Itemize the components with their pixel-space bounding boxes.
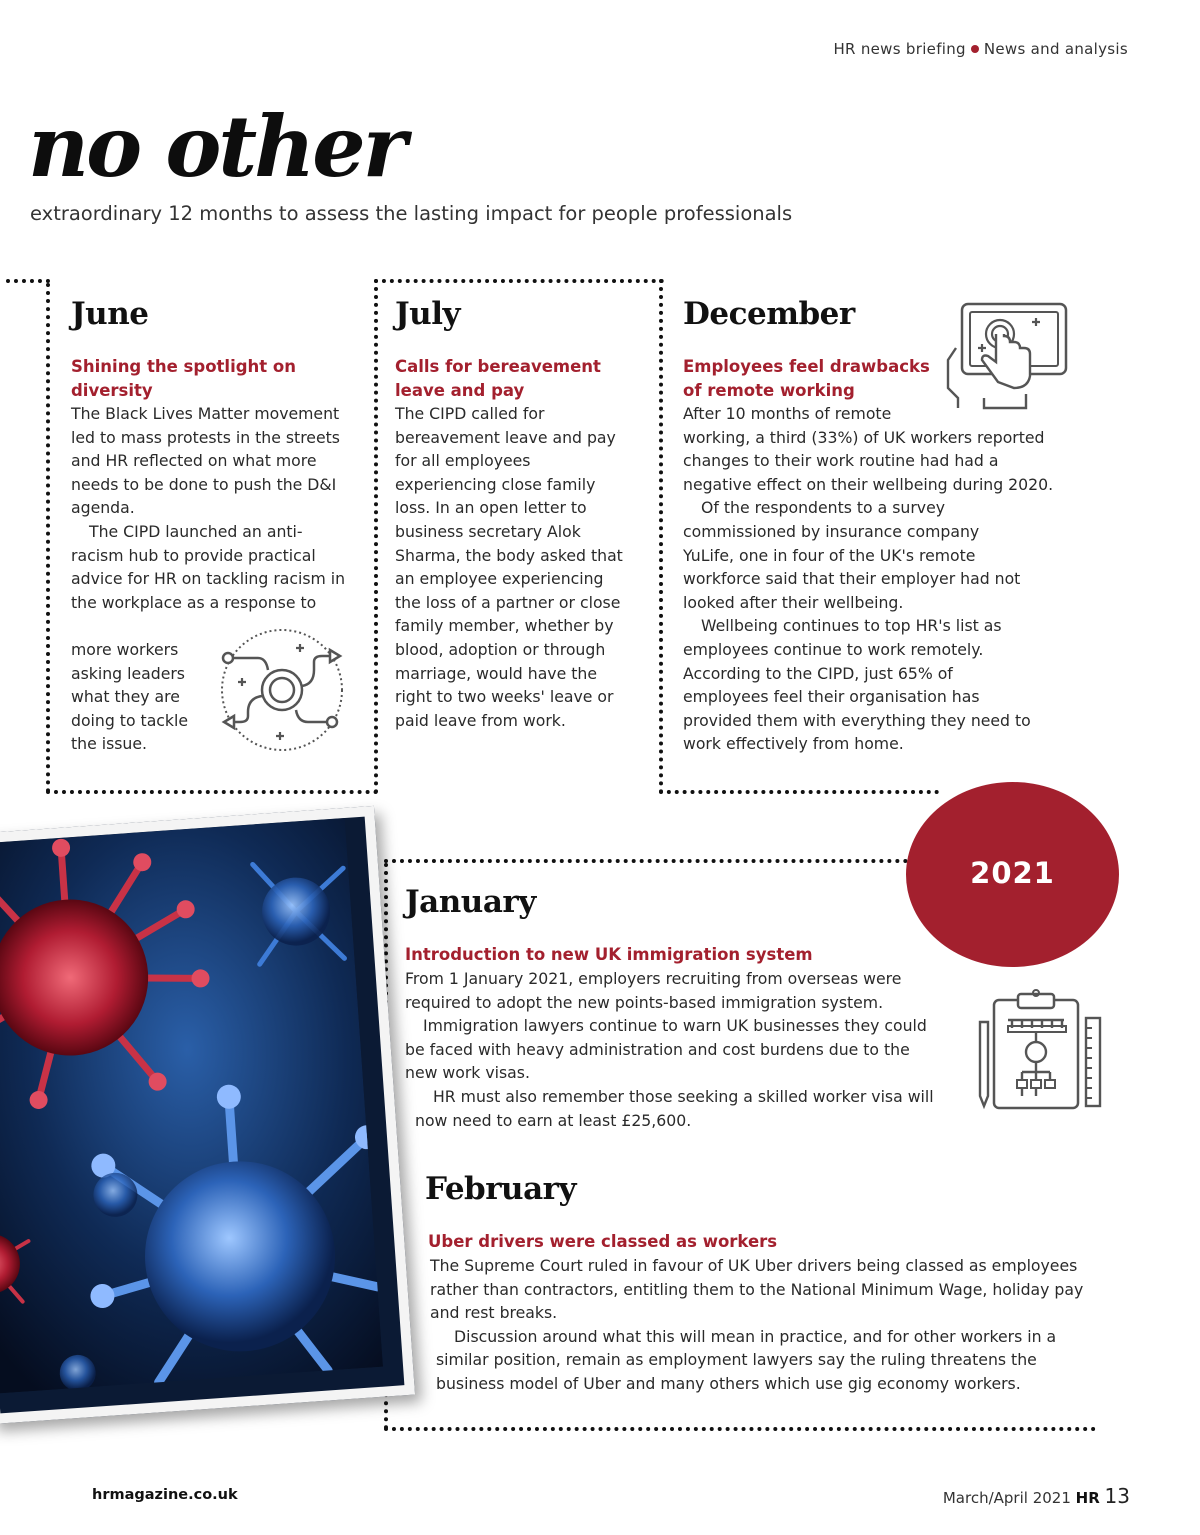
year-badge bbox=[906, 782, 1119, 967]
dotted-divider bbox=[384, 859, 908, 863]
touchscreen-tablet-icon bbox=[944, 298, 1072, 410]
june-body-continued bbox=[71, 638, 221, 756]
january-paragraph-2: Immigration lawyers continue to warn UK businesses they could be faced with heavy administration and cost burdens due to the new work visas. bbox=[405, 1016, 927, 1083]
june-line: more workers bbox=[71, 640, 179, 659]
page-number: 13 bbox=[1104, 1484, 1130, 1508]
february-headline: Uber drivers were classed as workers bbox=[428, 1232, 778, 1251]
january-paragraph-3: HR must also remember those seeking a skilled worker visa will now need to earn at least £25,600. bbox=[415, 1086, 934, 1130]
page-subtitle: extraordinary 12 months to assess the lasting impact for people professionals bbox=[30, 202, 793, 225]
december-paragraph-2: Of the respondents to a survey commissioned by insurance company YuLife, one in four of the UK's remote workforce said that their employer had not looked after their wellbeing. bbox=[683, 498, 1021, 612]
december-headline: Employees feel drawbacks of remote working bbox=[683, 357, 930, 400]
header-section: HR news briefing bbox=[833, 40, 966, 58]
june-body bbox=[71, 402, 347, 614]
dotted-divider bbox=[374, 279, 378, 794]
july-paragraph-1: The CIPD called for bereavement leave and pay for all employees experiencing close family loss. In an open letter to business secretary Alok Sharma, the body asked that an employee experiencing the loss of a partner or close family member, whether by blood, adoption or through marriage, would have the right to two weeks' leave or paid leave from work. bbox=[395, 404, 623, 730]
june-paragraph-1: The Black Lives Matter movement led to mass protests in the streets and HR reflected on what more needs to be done to push the D&I agenda. bbox=[71, 404, 340, 518]
month-july: July bbox=[395, 296, 460, 332]
virus-illustration bbox=[0, 818, 383, 1394]
footer-website: hrmagazine.co.uk bbox=[92, 1487, 238, 1503]
june-line: asking leaders bbox=[71, 663, 185, 683]
december-paragraph-1b: working, a third (33%) of UK workers reported changes to their work routine had had a negative effect on their wellbeing during 2020. bbox=[683, 427, 1054, 494]
dotted-divider bbox=[46, 790, 378, 794]
running-header bbox=[833, 40, 1128, 58]
bullet-dot-icon bbox=[971, 45, 979, 53]
workflow-icon bbox=[218, 626, 346, 754]
june-line: what they are bbox=[71, 687, 180, 707]
june-line: the issue. bbox=[71, 734, 148, 754]
virus-photo bbox=[0, 806, 415, 1424]
month-june: June bbox=[71, 296, 149, 332]
footer-brand: HR bbox=[1075, 1489, 1100, 1507]
org-chart-clipboard-icon bbox=[972, 988, 1106, 1112]
january-headline: Introduction to new UK immigration system bbox=[405, 945, 813, 964]
month-january: January bbox=[405, 884, 536, 920]
header-subsection: News and analysis bbox=[983, 40, 1128, 58]
dotted-divider bbox=[6, 279, 50, 283]
february-body bbox=[430, 1254, 1098, 1396]
month-december: December bbox=[683, 296, 855, 332]
dotted-divider bbox=[384, 1427, 1096, 1431]
december-paragraph-1a: After 10 months of remote bbox=[683, 404, 892, 423]
june-headline: Shining the spotlight on diversity bbox=[71, 357, 296, 400]
month-february: February bbox=[425, 1171, 577, 1207]
page-title: no other bbox=[28, 97, 404, 196]
june-line: doing to tackle bbox=[71, 710, 189, 730]
december-body bbox=[683, 402, 1073, 756]
footer-issue: March/April 2021 bbox=[942, 1489, 1071, 1507]
year-badge-label: 2021 bbox=[970, 856, 1055, 890]
footer-folio bbox=[943, 1484, 1130, 1508]
july-body bbox=[395, 402, 631, 732]
january-body bbox=[405, 967, 937, 1132]
january-paragraph-1: From 1 January 2021, employers recruiting from overseas were required to adopt the new points-based immigration system. bbox=[405, 969, 902, 1012]
february-paragraph-2: Discussion around what this will mean in practice, and for other workers in a similar position, remain as employment lawyers say the ruling threatens the business model of Uber and many others which use gig economy workers. bbox=[436, 1326, 1057, 1393]
june-paragraph-2: The CIPD launched an anti-racism hub to provide practical advice for HR on tackling racism in the workplace as a response to bbox=[71, 521, 346, 612]
july-headline: Calls for bereavement leave and pay bbox=[395, 357, 601, 400]
dotted-divider bbox=[46, 283, 50, 793]
december-paragraph-3: Wellbeing continues to top HR's list as employees continue to work remotely. According to the CIPD, just 65% of employees feel their organisation has provided them with everything they need to work effectively from home. bbox=[683, 616, 1031, 754]
dotted-divider bbox=[374, 279, 664, 283]
february-paragraph-1: The Supreme Court ruled in favour of UK Uber drivers being classed as employees rather than contractors, entitling them to the National Minimum Wage, holiday pay and rest breaks. bbox=[430, 1256, 1084, 1323]
dotted-divider bbox=[659, 279, 663, 794]
dotted-divider bbox=[659, 790, 939, 794]
